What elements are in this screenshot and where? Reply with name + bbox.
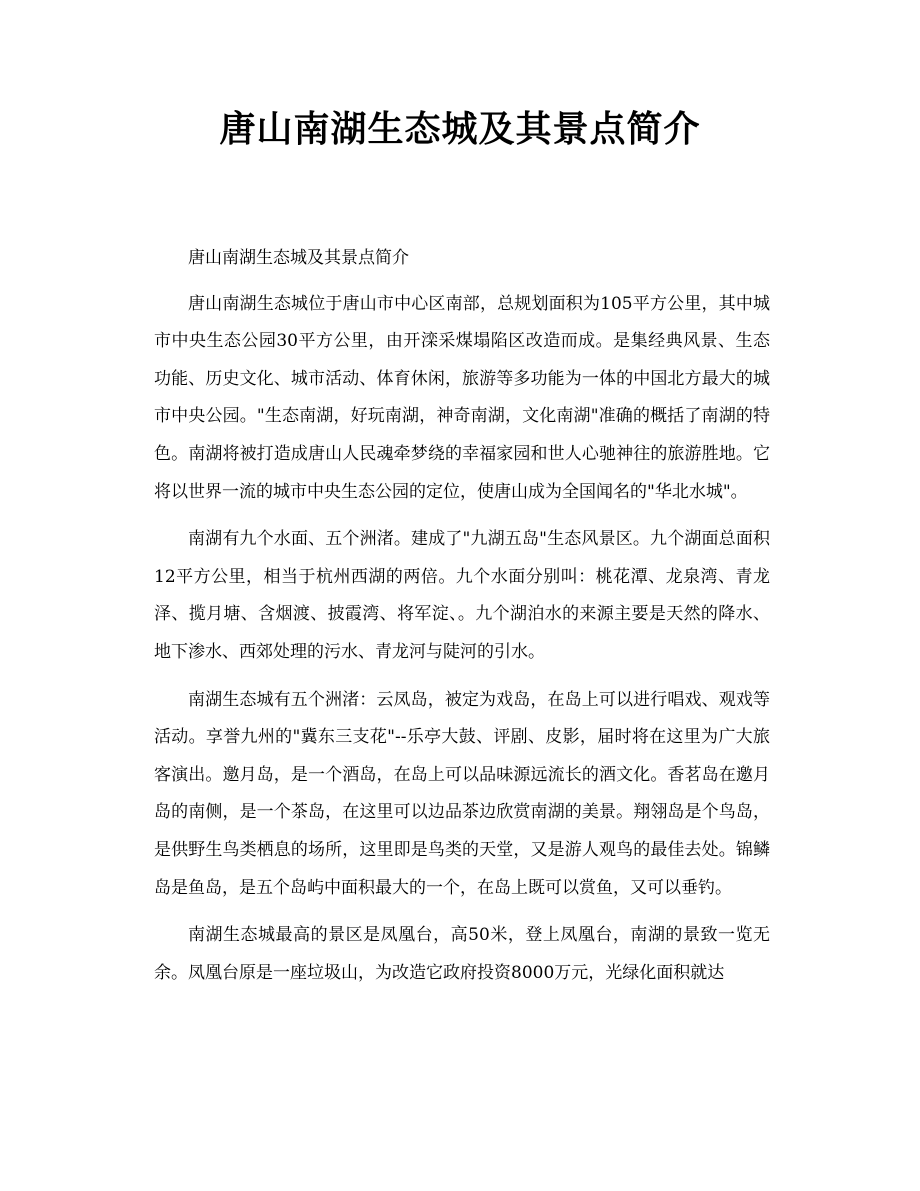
document-body [154,240,770,1002]
paragraph-islands: 南湖生态城有五个洲渚：云凤岛，被定为戏岛，在岛上可以进行唱戏、观戏等活动。享誉九州的"冀东三支花"--乐亭大鼓、评剧、皮影，届时将在这里为广大旅客演出。邀月岛，是一个酒岛，在岛上可以品味源远流长的酒文化。香茗岛在邀月岛的南侧，是一个茶岛，在这里可以边品茶边欣赏南湖的美景。翔翎岛是个鸟岛，是供野生鸟类栖息的场所，这里即是鸟类的天堂，又是游人观鸟的最佳去处。锦鳞岛是鱼岛，是五个岛屿中面积最大的一个，在岛上既可以赏鱼，又可以垂钓。 [154,689,770,898]
document-title: 唐山南湖生态城及其景点简介 [219,108,701,150]
paragraph-lakes: 南湖有九个水面、五个洲渚。建成了"九湖五岛"生态风景区。九个湖面总面积12平方公里，相当于杭州西湖的两倍。九个水面分别叫：桃花潭、龙泉湾、青龙泽、揽月塘、含烟渡、披霞湾、将军淀、。九个湖泊水的来源主要是天然的降水、地下渗水、西郊处理的污水、青龙河与陡河的引水。 [154,529,770,662]
paragraph-overview: 唐山南湖生态城位于唐山市中心区南部，总规划面积为105平方公里，其中城市中央生态公园30平方公里，由开滦采煤塌陷区改造而成。是集经典风景、生态功能、历史文化、城市活动、体育休闲，旅游等多功能为一体的中国北方最大的城市中央公园。"生态南湖，好玩南湖，神奇南湖，文化南湖"准确的概括了南湖的特色。南湖将被打造成唐山人民魂牵梦绕的幸福家园和世人心驰神往的旅游胜地。它将以世界一流的城市中央生态公园的定位，使唐山成为全国闻名的"华北水城"。 [154,293,770,502]
paragraph-subtitle: 唐山南湖生态城及其景点简介 [188,248,409,268]
paragraph-phoenix-terrace: 南湖生态城最高的景区是凤凰台，高50米，登上凤凰台，南湖的景致一览无余。凤凰台原是一座垃圾山，为改造它政府投资8000万元，光绿化面积就达 [154,925,770,983]
